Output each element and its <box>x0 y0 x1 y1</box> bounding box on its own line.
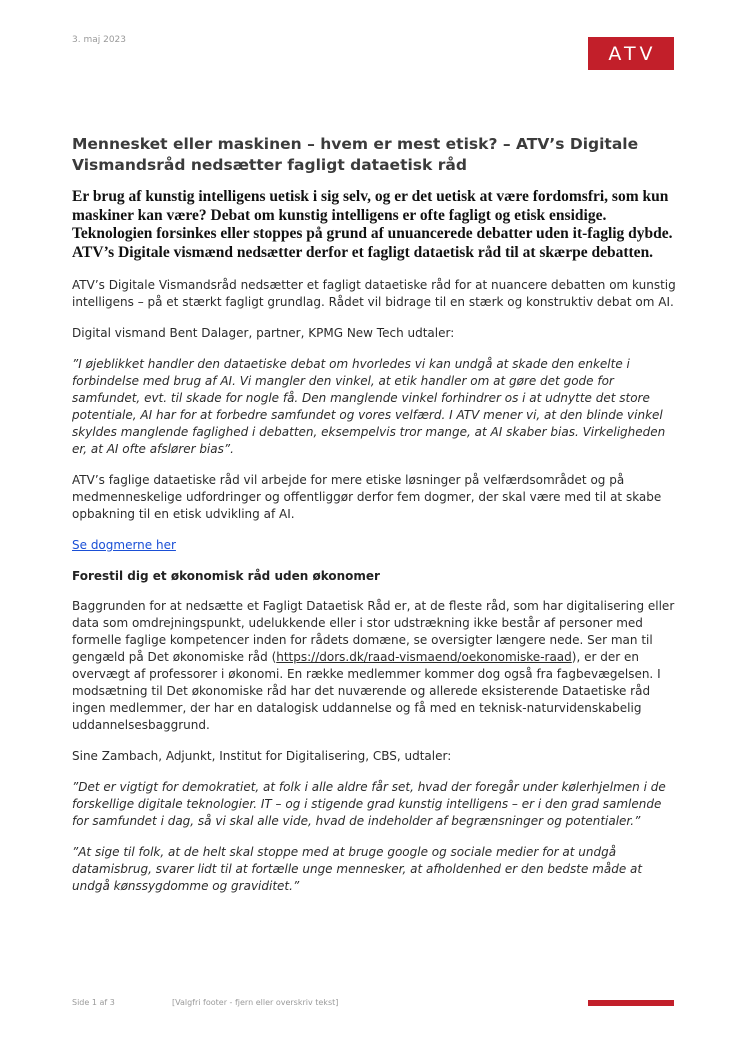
link-paragraph <box>72 537 678 554</box>
quote-zambach-1: ”Det er vigtigt for demokratiet, at folk i alle aldre får set, hvad der foregår under kølerhjelmen i de forskellige digitale teknologier. IT – og i stigende grad kunstig intelligens – er i den grad samlende for samfundet i dag, så vi skal alle vide, hvad de indeholder af begrænsninger og potentialer.” <box>72 780 666 828</box>
paragraph-speaker-zambach: Sine Zambach, Adjunkt, Institut for Digitalisering, CBS, udtaler: <box>72 749 452 763</box>
quote-dalager: ”I øjeblikket handler den dataetiske debat om hvorledes vi kan undgå at skade den enkelte i forbindelse med brug af AI. Vi mangler den vinkel, at etik handler om at gøre det gode for samfundet, evt. til skade for nogle få. Den manglende vinkel forhindrer os i at udnytte det store potentiale, AI har for at forbedre samfundet og vores velfærd. I ATV mener vi, at den blinde vinkel skyldes manglende faglighed i debatten, eksempelvis tror mange, at AI skaber bias. Virkeligheden er, at AI ofte afslører bias”. <box>72 357 666 456</box>
paragraph-intro: ATV’s Digitale Vismandsråd nedsætter et fagligt dataetiske råd for at nuancere debatten om kunstig intelligens – på et stærkt fagligt grundlag. Rådet vil bidrage til en stærk og konstruktiv debat om AI. <box>72 278 676 309</box>
paragraph-background-text-1: Baggrunden for at nedsætte et Fagligt Dataetisk Råd er, at de fleste råd, som har digitalisering eller data som omdrejningspunkt, udelukkende eller i stor udstrækning ikke består af personer med formelle faglige kompetencer inden for rådets domæne, se oversigter længere nede. Ser man til gengæld på Det økonomiske råd ( <box>72 599 675 664</box>
dogmer-link[interactable]: Se dogmerne her <box>72 538 176 552</box>
oekonomiske-raad-link[interactable]: https://dors.dk/raad-vismaend/oekonomiske-raad <box>276 650 572 664</box>
footer-accent-bar <box>588 1000 674 1006</box>
article-body <box>72 134 678 909</box>
paragraph-background-text-2: ), er der en overvægt af professorer i økonomi. En række medlemmer kommer dog også fra fagbevægelsen. I modsætning til Det økonomiske råd har det nuværende og allerede eksisterende Dataetiske råd ingen medlemmer, der har en datalogisk uddannelse og få med en teknisk-naturvidenskabelig uddannelsesbaggrund. <box>72 650 661 732</box>
article-lead: Er brug af kunstig intelligens uetisk i sig selv, og er det uetisk at være fordomsfri, som kun maskiner kan være? Debat om kunstig intelligens er ofte fagligt og etisk ensidige. Teknologien forsinkes eller stoppes på grund af unuancerede debatter uden it-faglig dybde. ATV’s Digitale vismænd nedsætter derfor et fagligt dataetisk råd til at skærpe debatten. <box>72 188 673 261</box>
paragraph-dogmer: ATV’s faglige dataetiske råd vil arbejde for mere etiske løsninger på velfærdsområdet og på medmenneskelige udfordringer og offentliggør derfor fem dogmer, der skal være med til at skabe opbakning til en etisk udvikling af AI. <box>72 473 662 521</box>
quote-zambach-2: ”At sige til folk, at de helt skal stoppe med at bruge google og sociale medier for at undgå datamisbrug, svarer lidt til at fortælle unge mennesker, at afholdenhed er den bedste måde at undgå kønssygdomme og graviditet.” <box>72 845 643 893</box>
footer-text: [Valgfri footer - fjern eller overskriv tekst] <box>172 998 339 1007</box>
document-date: 3. maj 2023 <box>72 35 126 45</box>
paragraph-background <box>72 598 678 734</box>
subheading: Forestil dig et økonomisk råd uden økonomer <box>72 569 380 583</box>
article-title: Mennesket eller maskinen – hvem er mest etisk? – ATV’s Digitale Vismandsråd nedsætter fagligt dataetisk råd <box>72 135 639 174</box>
footer-page-number: Side 1 af 3 <box>72 998 115 1007</box>
atv-logo: ATV <box>588 37 674 70</box>
paragraph-speaker-dalager: Digital vismand Bent Dalager, partner, KPMG New Tech udtaler: <box>72 326 455 340</box>
